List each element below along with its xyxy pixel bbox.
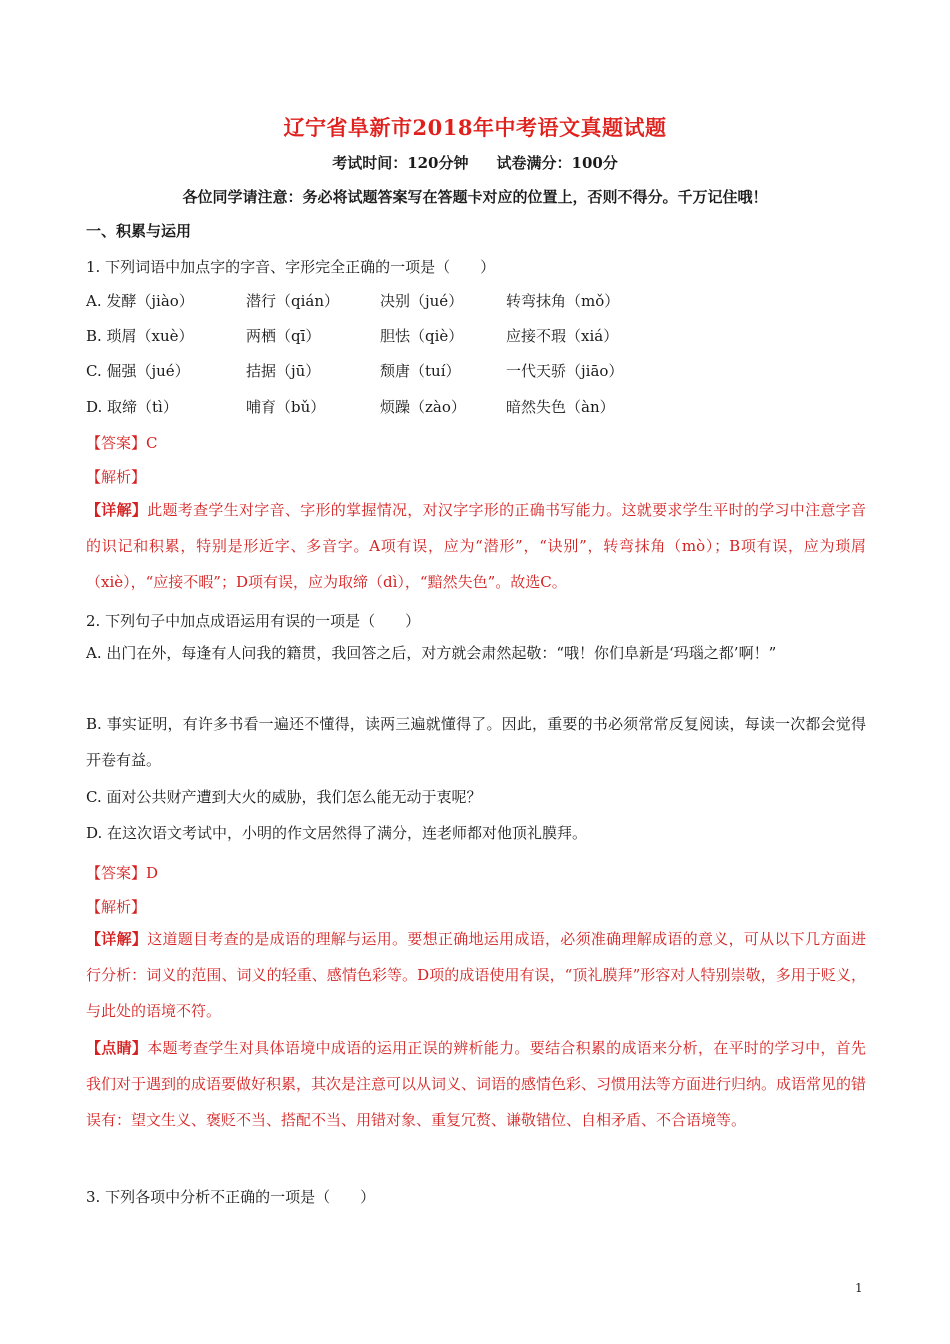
- q2-option-c: C. 面对公共财产遭到大火的威胁，我们怎么能无动于衷呢？: [86, 788, 482, 806]
- exam-score: 试卷满分：100分: [496, 154, 618, 172]
- q2-tip-tag: 【点睛】: [86, 1039, 148, 1057]
- q2-option-b: B. 事实证明，有许多书看一遍还不懂得，读两三遍就懂得了。因此，重要的书必须常常反复阅读，每读一次都会觉得开卷有益。: [86, 715, 866, 769]
- exam-meta: [0, 152, 950, 173]
- q2-detail-tag: 【详解】: [86, 930, 148, 948]
- q3-stem: 3. 下列各项中分析不正确的一项是（ ）: [86, 1188, 376, 1206]
- q2-answer: 【答案】D: [86, 864, 159, 882]
- q1-detail-text: 此题考查学生对字音、字形的掌握情况，对汉字字形的正确书写能力。这就要求学生平时的学习中注意字音的识记和积累，特别是形近字、多音字。A项有误，应为“潜形”，“诀别”，转弯抹角（mò）；B项有误，应为琐屑（xiè），“应接不暇”；D项有误，应为取缔（dì），“黯然失色”。故选C。: [86, 501, 866, 591]
- q2-tip-text: 本题考查学生对具体语境中成语的运用正误的辨析能力。要结合积累的成语来分析，在平时的学习中，首先我们对于遇到的成语要做好积累，其次是注意可以从词义、词语的感情色彩、习惯用法等方面进行归纳。成语常见的错误有：望文生义、褒贬不当、搭配不当、用错对象、重复冗赘、谦敬错位、自相矛盾、不合语境等。: [86, 1039, 867, 1129]
- notice: 各位同学请注意：务必将试题答案写在答题卡对应的位置上，否则不得分。千万记住哦！: [182, 188, 768, 206]
- q2-analysis-label: 【解析】: [86, 898, 147, 916]
- page-title: 辽宁省阜新市2018年中考语文真题试题: [283, 115, 667, 140]
- q1-detail: [86, 492, 866, 600]
- q1-detail-tag: 【详解】: [86, 501, 148, 519]
- q2-option-d: D. 在这次语文考试中，小明的作文居然得了满分，连老师都对他顶礼膜拜。: [86, 824, 588, 842]
- q2-stem: 2. 下列句子中加点成语运用有误的一项是（ ）: [86, 612, 421, 630]
- q1-answer: 【答案】C: [86, 434, 158, 452]
- document-page: 辽宁省阜新市2018年中考语文真题试题 考试时间：120分钟 试卷满分：100分 各位同学请注意：务必将试题答案写在答题卡对应的位置上，否则不得分。千万记住哦！ 一、积累与运用 1. 下列词语中加点字的字音、字形完全正确的一项是（ ） A. 发酵（jiào） 潜行（qián） 决别（jué） 转弯抹角（mǒ） B. 琐屑（xuè） 两栖（qī） 胆怯（qiè） 应接不瑕（xiá） C. 倔强（jué） 拮据（jū） 颓唐（tuí） 一代天骄（jiāo） D. 取缔（tì） 哺育（bǔ） 烦躁（zào） 暗然失色（àn） 【答案】C 【解析】 【详解】此题考查学生对字音、字形的掌握情况，对汉字字形的正确书写能力。这就要求学生平时的学习中注意字音的识记和积累，特别是形近字、多音字。A项有误，应为“潜形”，“诀别”，转弯抹角（mò）；B项有误，应为琐屑（xiè），“应接不暇”；D项有误，应为取缔（dì），“黯然失色”。故选C。 2. 下列句子中加点成语运用有误的一项是（ ） A. 出门在外，每逢有人问我的籍贯，我回答之后，对方就会肃然起敬：“哦！你们阜新是‘玛瑙之都’啊！” B. 事实证明，有许多书看一遍还不懂得，读两三遍就懂得了。因此，重要的书必须常常反复阅读，每读一次都会觉得开卷有益。 C. 面对公共财产遭到大火的威胁，我们怎么能无动于衷呢？ D. 在这次语文考试中，小明的作文居然得了满分，连老师都对他顶礼膜拜。 【答案】D 【解析】 【详解】这道题目考查的是成语的理解与运用。要想正确地运用成语，必须准确理解成语的意义，可从以下几方面进行分析：词义的范围、词义的轻重、感情色彩等。D项的成语使用有误，“顶礼膜拜”形容对人特别崇敬，多用于贬义，与此处的语境不符。 【点睛】本题考查学生对具体语境中成语的运用正误的辨析能力。要结合积累的成语来分析，在平时的学习中，首先我们对于遇到的成语要做好积累，其次是注意可以从词义、词语的感情色彩、习惯用法等方面进行归纳。成语常见的错误有：望文生义、褒贬不当、搭配不当、用错对象、重复冗赘、谦敬错位、自相矛盾、不合语境等。 3. 下列各项中分析不正确的一项是（ ） 1: [0, 0, 950, 1344]
- q1-stem: 1. 下列词语中加点字的字音、字形完全正确的一项是（ ）: [86, 258, 496, 276]
- exam-time: 考试时间：120分钟: [332, 154, 469, 172]
- q2-detail: [86, 921, 866, 1029]
- section-heading: 一、积累与运用: [86, 222, 192, 240]
- q2-option-a: A. 出门在外，每逢有人问我的籍贯，我回答之后，对方就会肃然起敬：“哦！你们阜新是‘玛瑙之都’啊！”: [86, 644, 777, 662]
- page-number: 1: [855, 1281, 863, 1295]
- q2-detail-text: 这道题目考查的是成语的理解与运用。要想正确地运用成语，必须准确理解成语的意义，可从以下几方面进行分析：词义的范围、词义的轻重、感情色彩等。D项的成语使用有误，“顶礼膜拜”形容对人特别崇敬，多用于贬义，与此处的语境不符。: [86, 930, 866, 1020]
- q1-analysis-label: 【解析】: [86, 468, 147, 486]
- q2-tip: [86, 1030, 866, 1138]
